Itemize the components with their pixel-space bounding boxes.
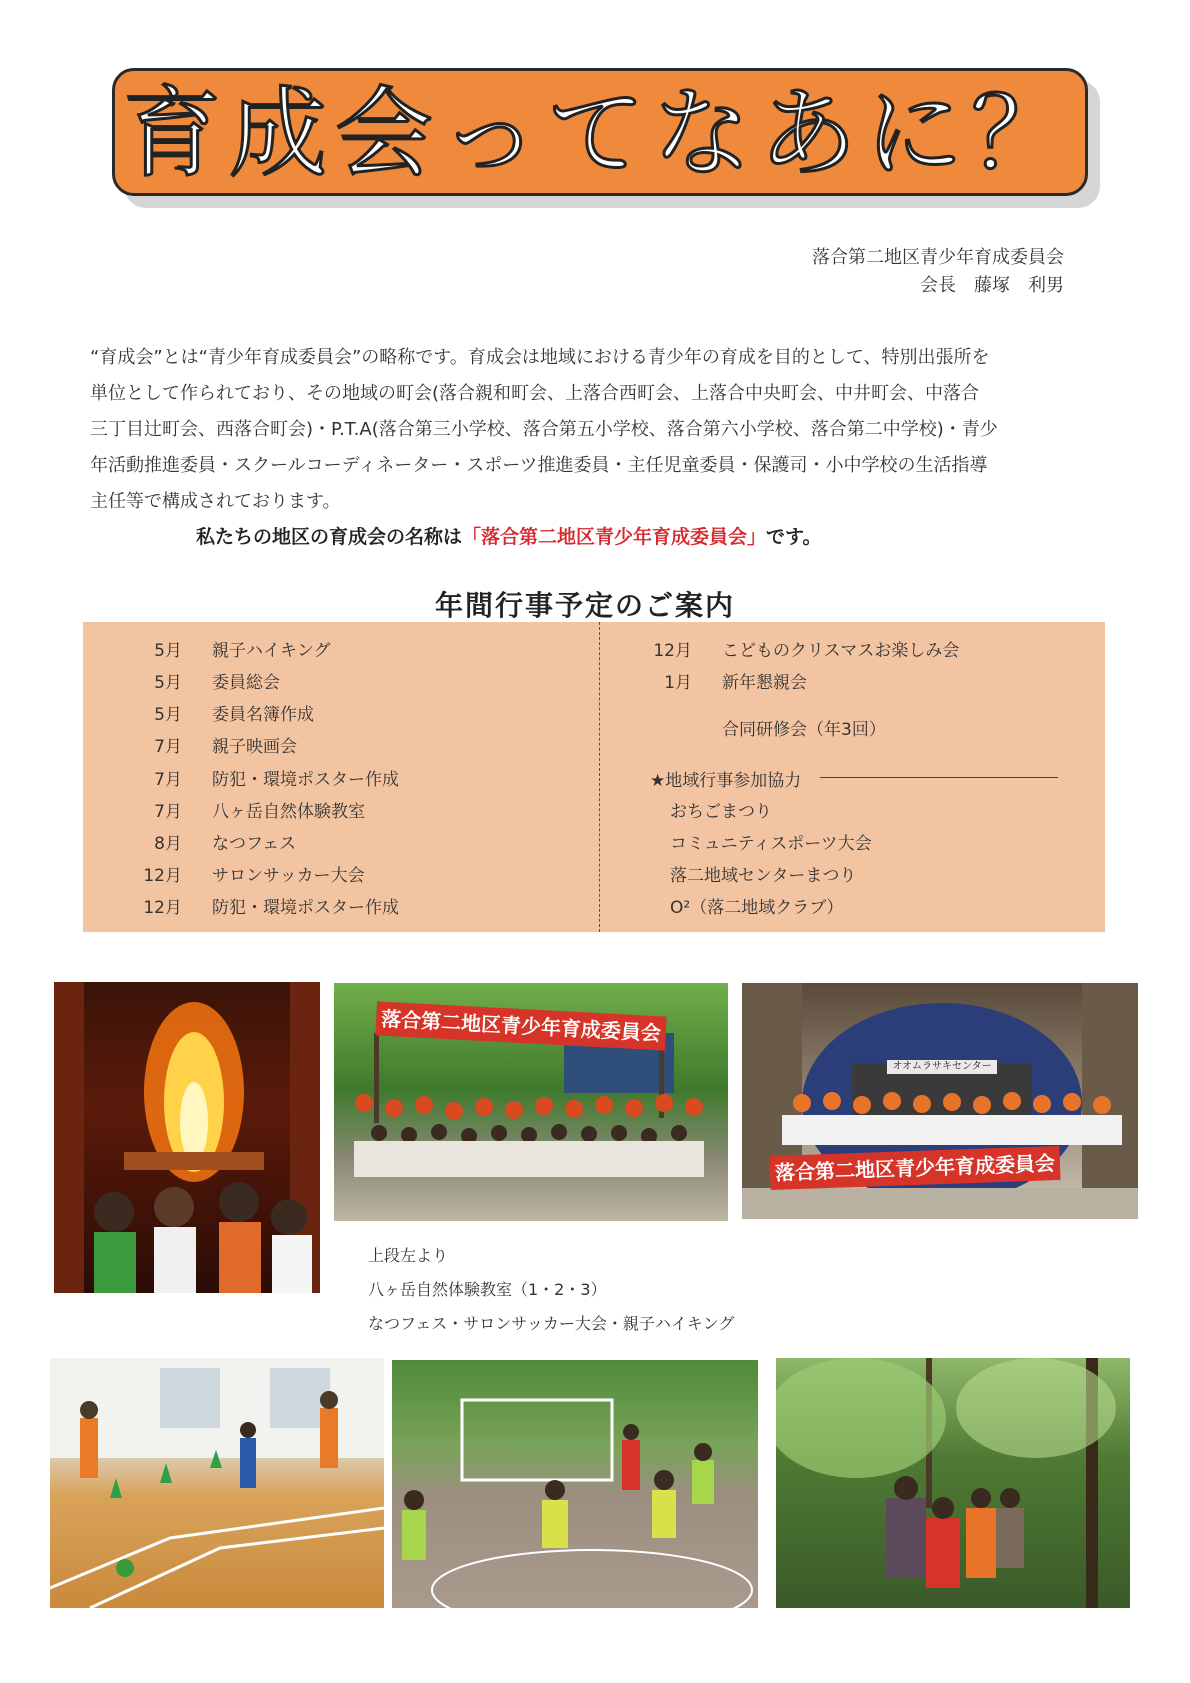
cooperation-heading: ★地域行事参加協力 bbox=[650, 771, 802, 791]
schedule-event: 合同研修会（年3回） bbox=[722, 720, 886, 740]
schedule-month: 5月 bbox=[154, 641, 182, 661]
photo-summer-festival bbox=[50, 1358, 384, 1608]
schedule-month: 12月 bbox=[143, 898, 182, 918]
photo-caption-line: 上段左より bbox=[368, 1246, 449, 1265]
page-title: 育成会ってなあに？ bbox=[122, 77, 1077, 191]
intro-line: 年活動推進委員・スクールコーディネーター・スポーツ推進委員・主任児童委員・保護司・小中学校の生活指導 bbox=[90, 455, 988, 476]
campfire-illustration bbox=[54, 982, 320, 1293]
cooperation-item: おちごまつり bbox=[670, 802, 772, 822]
schedule-event: 防犯・環境ポスター作成 bbox=[212, 898, 399, 918]
schedule-event: こどものクリスマスお楽しみ会 bbox=[722, 641, 960, 661]
schedule-event: 親子映画会 bbox=[212, 737, 297, 757]
schedule-event: 八ヶ岳自然体験教室 bbox=[212, 802, 365, 822]
cooperation-item: O²（落二地域クラブ） bbox=[670, 898, 844, 918]
schedule-event: 親子ハイキング bbox=[212, 641, 331, 661]
intro-line: 三丁目辻町会、西落合町会)・P.T.A(落合第三小学校、落合第五小学校、落合第六小学校、落合第二中学校)・青少 bbox=[90, 419, 998, 440]
committee-banner: 落合第二地区青少年育成委員会 bbox=[769, 1146, 1060, 1190]
organization-chair: 会長 藤塚 利男 bbox=[920, 275, 1064, 296]
schedule-month: 7月 bbox=[154, 802, 182, 822]
photo-parent-child-hiking bbox=[776, 1358, 1130, 1608]
photo-salon-soccer bbox=[392, 1360, 758, 1608]
schedule-event: 委員名簿作成 bbox=[212, 705, 314, 725]
forest-illustration bbox=[776, 1358, 1130, 1608]
cooperation-rule bbox=[820, 777, 1058, 778]
schedule-event: 防犯・環境ポスター作成 bbox=[212, 770, 399, 790]
committee-name-highlight: 「落合第二地区青少年育成委員会」 bbox=[462, 526, 767, 548]
schedule-title: 年間行事予定のご案内 bbox=[434, 589, 735, 622]
schedule-month: 5月 bbox=[154, 705, 182, 725]
intro-line: “育成会”とは“青少年育成委員会”の略称です。育成会は地域における青少年の育成を目的として、特別出張所を bbox=[90, 347, 990, 368]
center-sign: オオムラサキセンター bbox=[887, 1060, 997, 1074]
intro-line: 主任等で構成されております。 bbox=[90, 491, 341, 512]
schedule-month: 12月 bbox=[653, 641, 692, 661]
photo-caption-line: 八ヶ岳自然体験教室（1・2・3） bbox=[368, 1280, 607, 1299]
gym-illustration bbox=[50, 1358, 384, 1608]
schedule-event: なつフェス bbox=[212, 834, 297, 854]
name-line-after: です。 bbox=[766, 526, 822, 548]
photo-nature-center bbox=[742, 983, 1138, 1219]
schedule-month: 12月 bbox=[143, 866, 182, 886]
photo-caption-line: なつフェス・サロンサッカー大会・親子ハイキング bbox=[368, 1314, 735, 1333]
schedule-event: サロンサッカー大会 bbox=[212, 866, 365, 886]
cooperation-item: 落二地域センターまつり bbox=[670, 866, 857, 886]
cooperation-item: コミュニティスポーツ大会 bbox=[670, 834, 872, 854]
schedule-month: 1月 bbox=[664, 673, 692, 693]
schedule-event: 新年懇親会 bbox=[722, 673, 807, 693]
schedule-month: 7月 bbox=[154, 737, 182, 757]
intro-line: 単位として作られており、その地域の町会(落合親和町会、上落合西町会、上落合中央町会、中井町会、中落合 bbox=[90, 383, 980, 404]
schedule-divider bbox=[599, 622, 600, 932]
organization-name: 落合第二地区青少年育成委員会 bbox=[812, 247, 1064, 268]
schedule-month: 7月 bbox=[154, 770, 182, 790]
intro-paragraph bbox=[90, 340, 1086, 520]
schedule-event: 委員総会 bbox=[212, 673, 280, 693]
title-banner bbox=[112, 68, 1088, 196]
soccer-illustration bbox=[392, 1360, 758, 1608]
schedule-month: 5月 bbox=[154, 673, 182, 693]
schedule-month: 8月 bbox=[154, 834, 182, 854]
committee-banner: 落合第二地区青少年育成委員会 bbox=[375, 1001, 666, 1050]
committee-name-line bbox=[196, 522, 822, 549]
organization-block bbox=[812, 244, 1064, 300]
name-line-before: 私たちの地区の育成会の名称は bbox=[196, 526, 463, 548]
photo-group-hiking bbox=[334, 983, 728, 1221]
photo-campfire bbox=[54, 982, 320, 1293]
